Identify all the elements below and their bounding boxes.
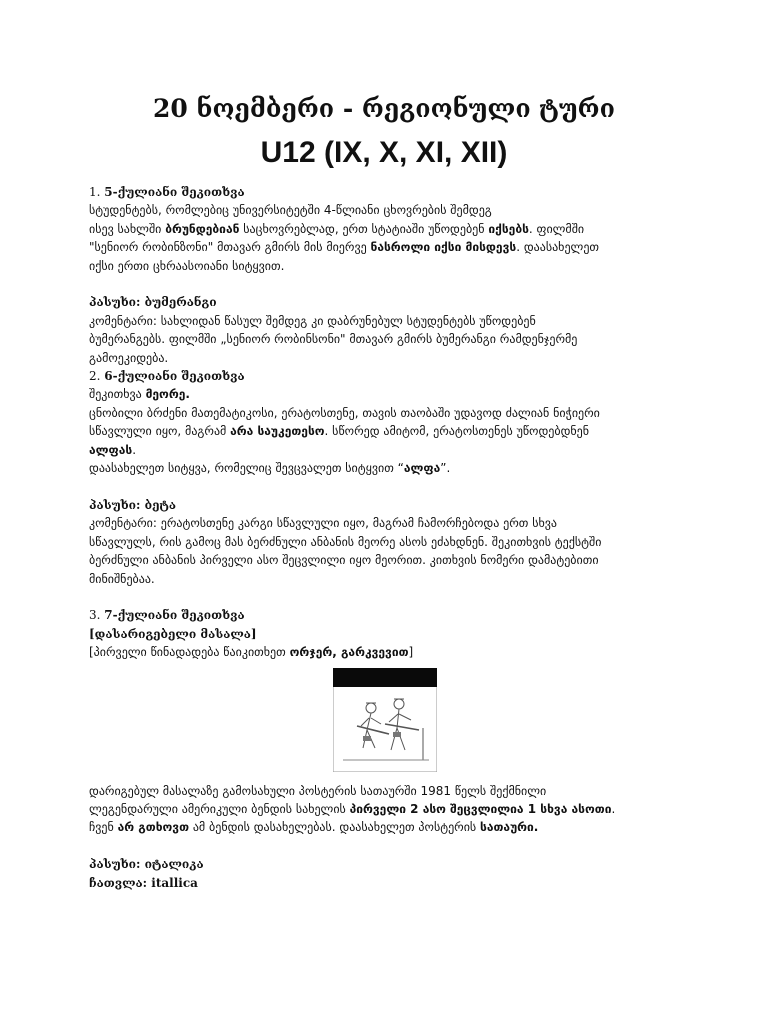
question-2-comment: სწავლულს, რის გამოც მას ბერძნული ანბანის მეორე ასოს ეძახდნენ. შეკითხვის ტექსტში <box>89 534 602 549</box>
question-2-text-line: ალფას. <box>89 442 137 457</box>
question-2-comment: მინიშნებაა. <box>89 571 155 586</box>
question-3-heading <box>89 606 689 624</box>
question-1-comment: ბუმერანგებს. ფილმში „სენიორ რობინსონი" მთავარ გმირს ბუმერანგი რამდენჯერმე <box>89 332 578 347</box>
question-1-comment: კომენტარი: სახლიდან წასულ შემდეგ კი დაბრუნებულ სტუდენტებს უწოდებენ <box>89 313 536 328</box>
question-3-text-line: ჩვენ არ გთხოვთ ამ ბენდის დასახელებას. დაასახელეთ პოსტერის სათაური. <box>89 820 539 835</box>
question-2-text-line: სწავლული იყო, მაგრამ არა საუკეთესო. სწორედ ამიტომ, ერატოსთენეს უწოდებდნენ <box>89 424 590 439</box>
question-1-text-line: სტუდენტებს, რომლებიც უნივერსიტეტში 4-წლიანი ცხოვრების შემდეგ <box>89 203 492 218</box>
document-body <box>89 183 689 892</box>
question-2-comment: ბერძნული ანბანის პირველი ასო შეცვლილი იყო მეორით. კითხვის ნომერი დამატებითი <box>89 553 599 568</box>
question-1-heading <box>89 183 689 201</box>
question-3-answer: პასუხი: იტალიკა <box>89 857 204 872</box>
question-2-heading <box>89 367 689 385</box>
question-1-answer: პასუხი: ბუმერანგი <box>89 295 217 310</box>
question-2-text-line: შეკითხვა მეორე. <box>89 387 190 402</box>
question-1-comment: გამოეკიდება. <box>89 350 169 365</box>
question-number: 1. <box>89 185 105 199</box>
poster-image <box>333 668 437 772</box>
question-3-text-line: ლეგენდარული ამერიკული ბენდის სახელის პირველი 2 ასო შეცვლილია 1 სხვა ასოთი. <box>89 801 616 816</box>
question-points: 5-ქულიანი შეკითხვა <box>104 185 245 199</box>
question-3-text-line: დარიგებულ მასალაზე გამოსახული პოსტერის სათაურში 1981 წელს შექმნილი <box>89 783 547 798</box>
question-1-text-line: იქსი ერთი ცხრაასოიანი სიტყვით. <box>89 258 285 273</box>
handout-label: [დასარიგებელი მასალა] <box>89 626 257 641</box>
question-points: 7-ქულიანი შეკითხვა <box>104 608 245 623</box>
page-subtitle: U12 (IX, X, XI, XII) <box>260 136 508 169</box>
question-3-credit: ჩათვლა: itallica <box>89 875 198 890</box>
question-1-text-line: ისევ სახლში ბრუნდებიან საცხოვრებლად, ერთ სტატიაში უწოდებენ იქსებს. ფილმში <box>89 221 585 236</box>
question-points: 6-ქულიანი შეკითხვა <box>104 369 245 384</box>
reading-note: [პირველი წინადადება წაიკითხეთ ორჯერ, გარკვევით] <box>89 645 414 660</box>
page-title: 20 ნოემბერი - რეგიონული ტური <box>153 94 615 123</box>
question-2-comment: კომენტარი: ერატოსთენე კარგი სწავლული იყო, მაგრამ ჩამორჩებოდა ერთ სხვა <box>89 516 558 531</box>
question-2-text-line: ცნობილი ბრძენი მათემატიკოსი, ერატოსთენე, თავის თაობაში უდავოდ ძალიან ნიჭიერი <box>89 405 600 420</box>
question-1-text-line: "სენიორ რობინზონი" მთავარ გმირს მის მიერვე ნასროლი იქსი მისდევს. დაასახელეთ <box>89 240 600 255</box>
question-2-answer: პასუხი: ბეტა <box>89 497 176 512</box>
question-2-text-line: დაასახელეთ სიტყვა, რომელიც შევცვალეთ სიტყვით “ალფა”. <box>89 461 451 476</box>
question-number: 3. <box>89 608 105 623</box>
question-number: 2. <box>89 369 105 384</box>
